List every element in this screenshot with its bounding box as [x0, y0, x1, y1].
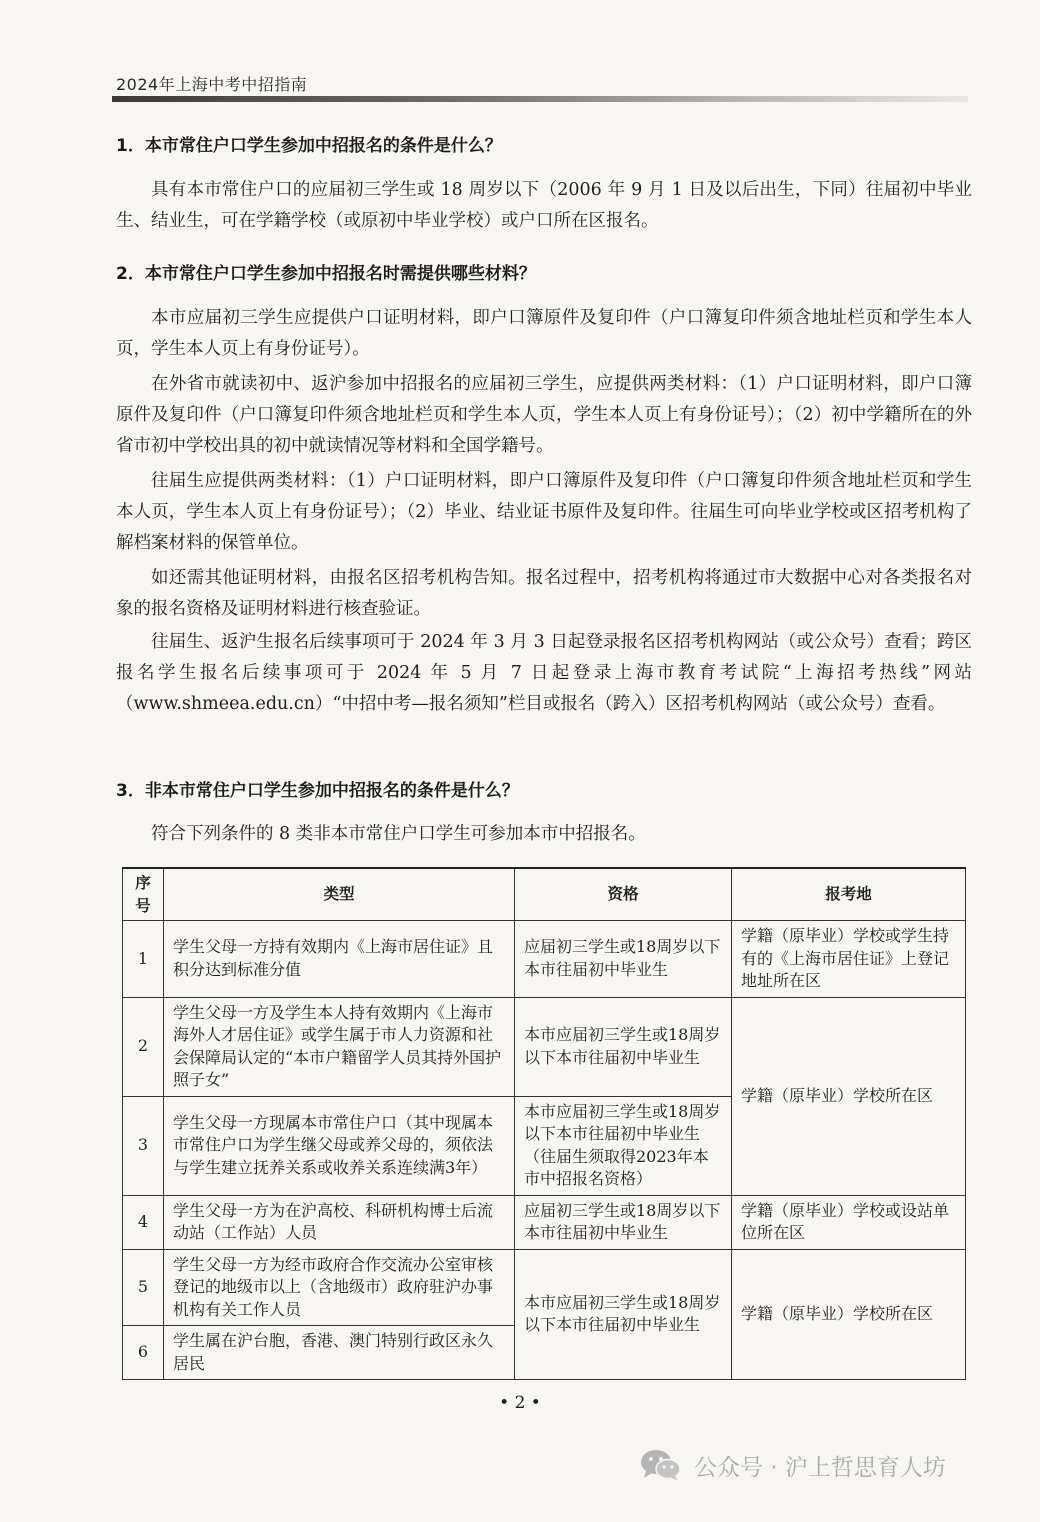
header-rule	[112, 96, 968, 102]
row-type: 学生父母一方及学生本人持有效期内《上海市海外人才居住证》或学生属于市人力资源和社会保障局认定的“本市户籍留学人员其持外国护照子女”	[164, 997, 515, 1096]
page-header-title: 2024年上海中考中招指南	[116, 75, 308, 94]
row-qualification: 本市应届初三学生或18周岁以下本市往届初中毕业生（往届生须取得2023年本市中招报名资格）	[515, 1096, 732, 1195]
eligibility-table	[122, 867, 966, 1380]
column-header-type: 类型	[164, 868, 515, 921]
question-3-heading: 3．非本市常住户口学生参加中招报名的条件是什么？	[116, 781, 519, 801]
row-type: 学生父母一方现属本市常住户口（其中现属本市常住户口为学生继父母或养父母的，须依法与学生建立抚养关系或收养关系连续满3年）	[164, 1096, 515, 1195]
column-header-registration-place: 报考地	[732, 868, 966, 921]
table-row	[123, 921, 966, 998]
row-type: 学生父母一方为在沪高校、科研机构博士后流动站（工作站）人员	[164, 1195, 515, 1249]
question-2-paragraph-5: 往届生、返沪生报名后续事项可于 2024 年 3 月 3 日起登录报名区招考机构网站（或公众号）查看；跨区报名学生报名后续事项可于 2024 年 5 月 7 日起登录上海市教育考试院“上海招考热线”网站（www.shmeea.edu.cn）“中招中考—报名须知”栏目或报名（跨入）区招考机构网站（或公众号）查看。	[116, 632, 972, 714]
question-2-paragraph-3: 往届生应提供两类材料：（1）户口证明材料，即户口簿原件及复印件（户口簿复印件须含地址栏页和学生本人页，学生本人页上有身份证号）；（2）毕业、结业证书原件及复印件。往届生可向毕业学校或区招考机构了解档案材料的保管单位。	[116, 471, 972, 553]
wechat-icon	[640, 1448, 682, 1482]
row-registration-place: 学籍（原毕业）学校或设站单位所在区	[732, 1195, 966, 1249]
table-row	[123, 1249, 966, 1326]
question-1-heading: 1．本市常住户口学生参加中招报名的条件是什么？	[116, 136, 502, 156]
row-number: 5	[123, 1249, 164, 1326]
row-registration-place: 学籍（原毕业）学校所在区	[732, 997, 966, 1195]
watermark-label: 公众号 · 沪上哲思育人坊	[694, 1454, 946, 1481]
question-1-paragraph: 具有本市常住户口的应届初三学生或 18 周岁以下（2006 年 9 月 1 日及以后出生，下同）往届初中毕业生、结业生，可在学籍学校（或原初中毕业学校）或户口所在区报名。	[116, 180, 972, 231]
account-watermark	[640, 1448, 946, 1482]
table-row	[123, 1195, 966, 1249]
row-number: 6	[123, 1326, 164, 1380]
row-type: 学生属在沪台胞，香港、澳门特别行政区永久居民	[164, 1326, 515, 1380]
page-number: • 2 •	[499, 1393, 541, 1413]
row-number: 2	[123, 997, 164, 1096]
question-2-paragraph-2: 在外省市就读初中、返沪参加中招报名的应届初三学生，应提供两类材料：（1）户口证明材料，即户口簿原件及复印件（户口簿复印件须含地址栏页和学生本人页，学生本人页上有身份证号）；（2）初中学籍所在的外省市初中学校出具的初中就读情况等材料和全国学籍号。	[116, 374, 972, 456]
table-header-row	[123, 868, 966, 921]
question-2-heading: 2．本市常住户口学生参加中招报名时需提供哪些材料？	[116, 264, 536, 284]
row-type: 学生父母一方为经市政府合作交流办公室审核登记的地级市以上（含地级市）政府驻沪办事机构有关工作人员	[164, 1249, 515, 1326]
question-2-paragraph-1: 本市应届初三学生应提供户口证明材料，即户口簿原件及复印件（户口簿复印件须含地址栏页和学生本人页，学生本人页上有身份证号）。	[116, 308, 972, 359]
table-row	[123, 997, 966, 1096]
row-qualification: 应届初三学生或18周岁以下本市往届初中毕业生	[515, 921, 732, 998]
column-header-qualification: 资格	[515, 868, 732, 921]
row-registration-place: 学籍（原毕业）学校或学生持有的《上海市居住证》上登记地址所在区	[732, 921, 966, 998]
row-qualification: 本市应届初三学生或18周岁以下本市往届初中毕业生	[515, 997, 732, 1096]
column-header-number: 序号	[123, 868, 164, 921]
row-type: 学生父母一方持有效期内《上海市居住证》且积分达到标准分值	[164, 921, 515, 998]
question-2-paragraph-4: 如还需其他证明材料，由报名区招考机构告知。报名过程中，招考机构将通过市大数据中心对各类报名对象的报名资格及证明材料进行核查验证。	[116, 568, 972, 619]
question-3-paragraph: 符合下列条件的 8 类非本市常住户口学生可参加本市中招报名。	[151, 824, 646, 844]
row-number: 4	[123, 1195, 164, 1249]
row-qualification: 应届初三学生或18周岁以下本市往届初中毕业生	[515, 1195, 732, 1249]
row-registration-place: 学籍（原毕业）学校所在区	[732, 1249, 966, 1380]
row-number: 3	[123, 1096, 164, 1195]
row-qualification: 本市应届初三学生或18周岁以下本市往届初中毕业生	[515, 1249, 732, 1380]
row-number: 1	[123, 921, 164, 998]
